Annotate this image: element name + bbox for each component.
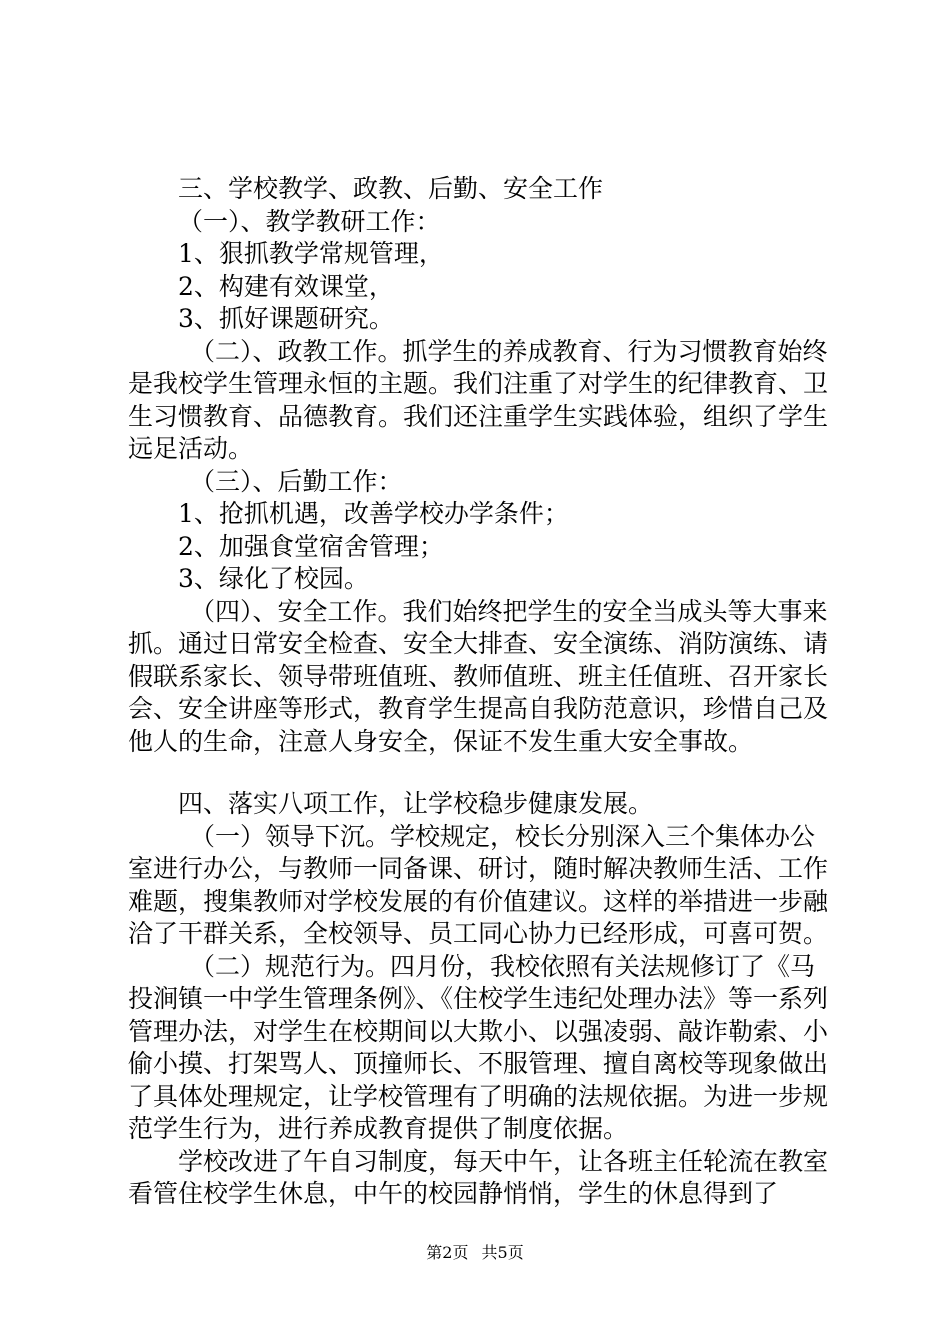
paragraph: 四、落实八项工作，让学校稳步健康发展。 bbox=[178, 789, 654, 818]
paragraph: 1、狠抓教学常规管理， bbox=[178, 239, 444, 268]
paragraph: 2、构建有效课堂， bbox=[178, 271, 394, 301]
paragraph: 3、抓好课题研究。 bbox=[178, 304, 394, 333]
document-body bbox=[128, 173, 828, 1211]
paragraph-spacer bbox=[128, 758, 828, 788]
paragraph: 1、抢抓机遇，改善学校办学条件； bbox=[178, 499, 569, 528]
paragraph: 3、绿化了校园。 bbox=[178, 564, 369, 593]
paragraph: （一）领导下沉。学校规定，校长分别深入三个集体办公室进行办公，与教师一同备课、研讨，随时解决教师生活、工作难题，搜集教师对学校发展的有价值建议。这样的举措进一步融洽了干群关系，全校领导、员工同心协力已经形成，可喜可贺。 bbox=[128, 821, 829, 948]
paragraph: （三）、后勤工作： bbox=[190, 466, 403, 496]
paragraph: 学校改进了午自习制度，每天中午，让各班主任轮流在教室看管住校学生休息，中午的校园静悄悄，学生的休息得到了 bbox=[128, 1146, 829, 1208]
paragraph: （四）、安全工作。我们始终把学生的安全当成头等大事来抓。通过日常安全检查、安全大排查、安全演练、消防演练、请假联系家长、领导带班值班、教师值班、班主任值班、召开家长会、安全讲座等形式，教育学生提高自我防范意识，珍惜自己及他人的生命，注意人身安全，保证不发生重大安全事故。 bbox=[128, 596, 829, 756]
paragraph: 三、学校教学、政教、后勤、安全工作 bbox=[178, 174, 604, 203]
paragraph: 2、加强食堂宿舍管理； bbox=[178, 531, 444, 561]
paragraph: （二）、政教工作。抓学生的养成教育、行为习惯教育始终是我校学生管理永恒的主题。我们注重了对学生的纪律教育、卫生习惯教育、品德教育。我们还注重学生实践体验，组织了学生远足活动。 bbox=[128, 336, 829, 463]
paragraph: （二）规范行为。四月份，我校依照有关法规修订了《马投涧镇一中学生管理条例》、《住校学生违纪处理办法》等一系列管理办法，对学生在校期间以大欺小、以强凌弱、敲诈勒索、小偷小摸、打架骂人、顶撞师长、不服管理、擅自离校等现象做出了具体处理规定，让学校管理有了明确的法规依据。为进一步规范学生行为，进行养成教育提供了制度依据。 bbox=[128, 951, 829, 1143]
page-total: 共5页 bbox=[481, 1243, 524, 1262]
page-number: 第2页 bbox=[426, 1243, 469, 1262]
page-footer bbox=[0, 1243, 950, 1263]
paragraph: （一）、教学教研工作： bbox=[178, 206, 441, 236]
